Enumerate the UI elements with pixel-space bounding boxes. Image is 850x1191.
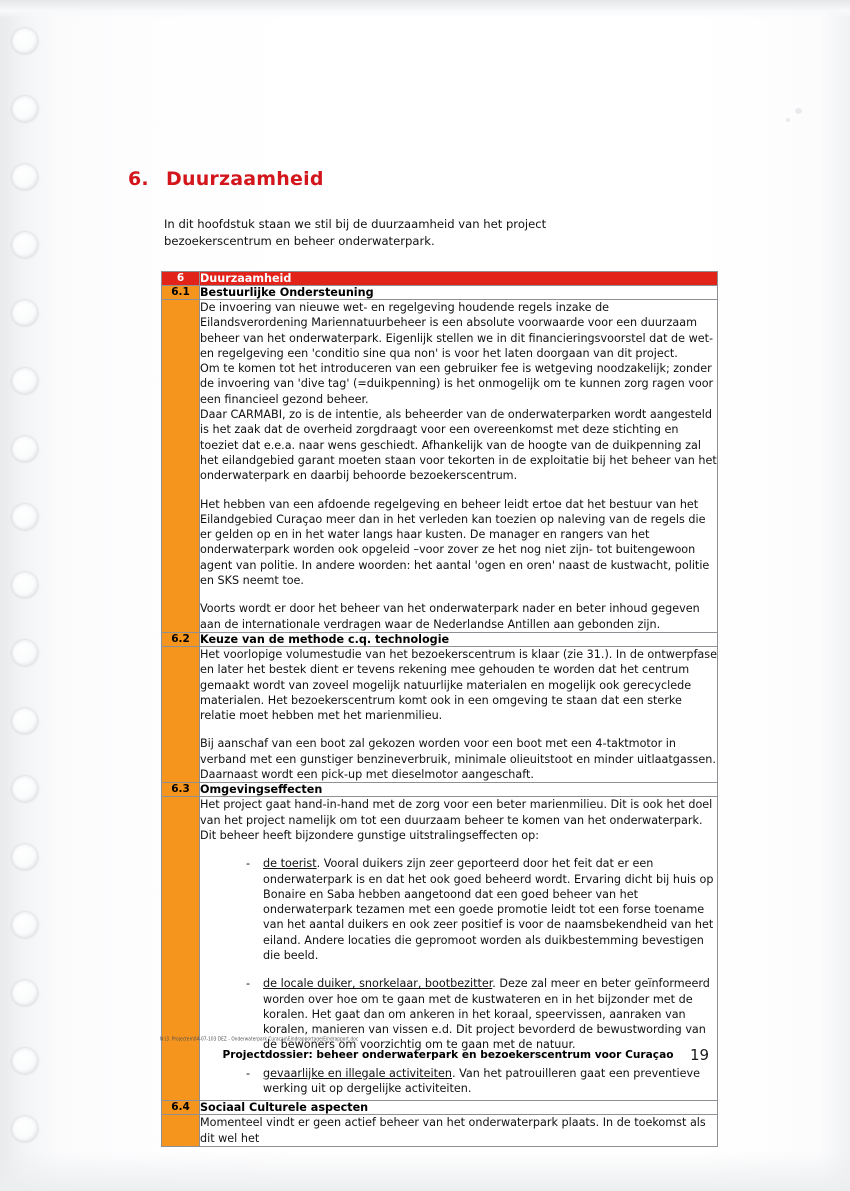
section-title: Sociaal Culturele aspecten <box>200 1101 718 1115</box>
list-item <box>200 856 717 963</box>
section-body <box>200 300 718 633</box>
section-number: 6.2 <box>162 632 200 646</box>
list-item-rest: . Van het patrouilleren gaat een preventieve werking uit op dergelijke activiteiten. <box>263 1066 701 1096</box>
section-orange-bar <box>162 1115 200 1147</box>
list-item <box>200 1066 717 1097</box>
section-body-row <box>162 1115 718 1147</box>
section-title-row <box>162 783 718 797</box>
sustainability-table <box>161 271 718 1147</box>
list-item-rest: . Deze zal meer en beter geïnformeerd worden over hoe om te gaan met de kustwateren en in het bijzonder met de koralen. Het gaat dan om ankeren in het koraal, speervissen, aanraken van koralen, manieren van vissen e.d. Dit project bevorderd de bewustwording van de bewoners om voorzichtig om te gaan met de natuur. <box>263 977 710 1052</box>
footer-file-path: N:\3. Projecten\04-07-103 DEZ - Onderwaterpark Curacao\Eindrapportage\Eindrapport.doc <box>160 1036 359 1042</box>
section-title: Bestuurlijke Ondersteuning <box>200 286 718 300</box>
chapter-heading <box>128 168 728 190</box>
section-number: 6.1 <box>162 286 200 300</box>
bullet-dash: - <box>246 857 251 871</box>
section-orange-bar <box>162 646 200 782</box>
page-number: 19 <box>690 1046 710 1064</box>
list-item-lead: de locale duiker, snorkelaar, bootbezitter <box>263 977 493 991</box>
section-orange-bar <box>162 300 200 633</box>
list-item-text <box>263 856 717 963</box>
section-body-row <box>162 300 718 633</box>
list-item-rest: . Vooral duikers zijn zeer geporteerd door het feit dat er een onderwaterpark is en dat het ook goed beheerd wordt. Ervaring dicht bij huis op Bonaire en Saba hebben aangetoond dat een goed beheer van het onderwaterpark tezamen met een goede promotie leidt tot een forse toename van het aantal duikers en ook zeer positief is voor de naamsbekendheid van het eiland. Andere locaties die gepromoot worden als duikbestemming bevestigen die beeld. <box>263 857 714 962</box>
paragraph: Het voorlopige volumestudie van het bezoekerscentrum is klaar (zie 31.). In de ontwerpfase en later het bestek dient er tevens rekening mee gehouden te worden dat het centrum gemaakt wordt van zoveel mogelijk natuurlijke materialen en mogelijk ook gerecyclede materialen. Het bezoekerscentrum komt ook in een omgeving te staan dat een sterke relatie moet hebben met het marienmilieu. <box>200 647 717 723</box>
section-body <box>200 646 718 782</box>
paragraph: Het hebben van een afdoende regelgeving en beheer leidt ertoe dat het bestuur van het Eilandgebied Curaçao meer dan in het verleden kan toezien op naleving van de regels die er gelden op en in het water langs haar kusten. De manager en rangers van het onderwaterpark worden ook opgeleid –voor zover ze het nog niet zijn- tot buitengewoon agent van politie. In andere woorden: het aantal 'ogen en oren' naast de kustwacht, politie en SKS neemt toe. <box>200 497 710 588</box>
intro-line-1: In dit hoofdstuk staan we stil bij de duurzaamheid van het project <box>164 217 547 231</box>
table-header-title: Duurzaamheid <box>200 272 718 286</box>
document-body <box>128 168 728 1147</box>
paragraph: Om te komen tot het introduceren van een gebruiker fee is wetgeving noodzakelijk; zonder de invoering van 'dive tag' (=duikpenning) is het onmogelijk om te kunnen zorg ragen voor een financieel gezond beheer. <box>200 362 714 406</box>
table-header-number: 6 <box>162 272 200 286</box>
bullet-dash: - <box>246 1066 251 1080</box>
section-title: Keuze van de methode c.q. technologie <box>200 632 718 646</box>
paragraph: Dit beheer heeft bijzondere gunstige uitstralingseffecten op: <box>200 828 540 842</box>
list-item-lead: gevaarlijke en illegale activiteiten <box>263 1066 453 1080</box>
paragraph: Daar CARMABI, zo is de intentie, als beheerder van de onderwaterparken wordt aangesteld is het zaak dat de overheid zorgdraagt voor een overeenkomst met deze stichting en toeziet dat e.e.a. naar wens geschiedt. Afhankelijk van de hoogte van de duikpenning zal het eilandgebied garant moeten staan voor tekorten in de exploitatie bij het beheer van het onderwaterpark en daarbij behoorde bezoekerscentrum. <box>200 408 717 483</box>
chapter-number: 6. <box>128 168 149 190</box>
paragraph: Het project gaat hand-in-hand met de zorg voor een beter marienmilieu. Dit is ook het doel van het project namelijk om tot een duurzaam beheer te komen van het onderwaterpark. <box>200 798 713 827</box>
list-item-text <box>263 1066 717 1097</box>
bullet-dash: - <box>246 977 251 991</box>
chapter-title: Duurzaamheid <box>166 168 324 190</box>
section-body <box>200 1115 718 1147</box>
footer-document-title: Projectdossier: beheer onderwaterpark en bezoekerscentrum voor Curaçao <box>222 1049 674 1061</box>
paragraph: De invoering van nieuwe wet- en regelgeving houdende regels inzake de Eilandsverordening Mariennatuurbeheer is een absolute voorwaarde voor een duurzaam beheer van het onderwaterpark. Eigenlijk stellen we in dit financieringsvoorstel dat de wet- en regelgeving een 'conditio sine qua non' is voor het laten doorgaan van dit project. <box>200 301 714 360</box>
section-body-row <box>162 646 718 782</box>
section-number: 6.4 <box>162 1101 200 1115</box>
paragraph: Bij aanschaf van een boot zal gekozen worden voor een boot met een 4-taktmotor in verband met een gunstiger benzineverbruik, minimale olieuitstoot en minder uitlaatgassen. Daarnaast wordt een pick-up met dieselmotor aangeschaft. <box>200 737 716 782</box>
section-title: Omgevingseffecten <box>200 783 718 797</box>
paragraph: Momenteel vindt er geen actief beheer van het onderwaterpark plaats. In de toekomst als dit wel het <box>200 1116 706 1145</box>
section-title-row <box>162 286 718 300</box>
section-number: 6.3 <box>162 783 200 797</box>
section-title-row <box>162 1101 718 1115</box>
table-header-row <box>162 272 718 286</box>
section-title-row <box>162 632 718 646</box>
intro-paragraph <box>164 216 644 249</box>
list-item-lead: de toerist <box>263 857 317 871</box>
paragraph: Voorts wordt er door het beheer van het onderwaterpark nader en beter inhoud gegeven aan de internationale verdragen waar de Nederlandse Antillen aan gebonden zijn. <box>200 602 700 631</box>
page-footer <box>160 1036 720 1061</box>
intro-line-2: bezoekerscentrum en beheer onderwaterpark. <box>164 233 435 248</box>
